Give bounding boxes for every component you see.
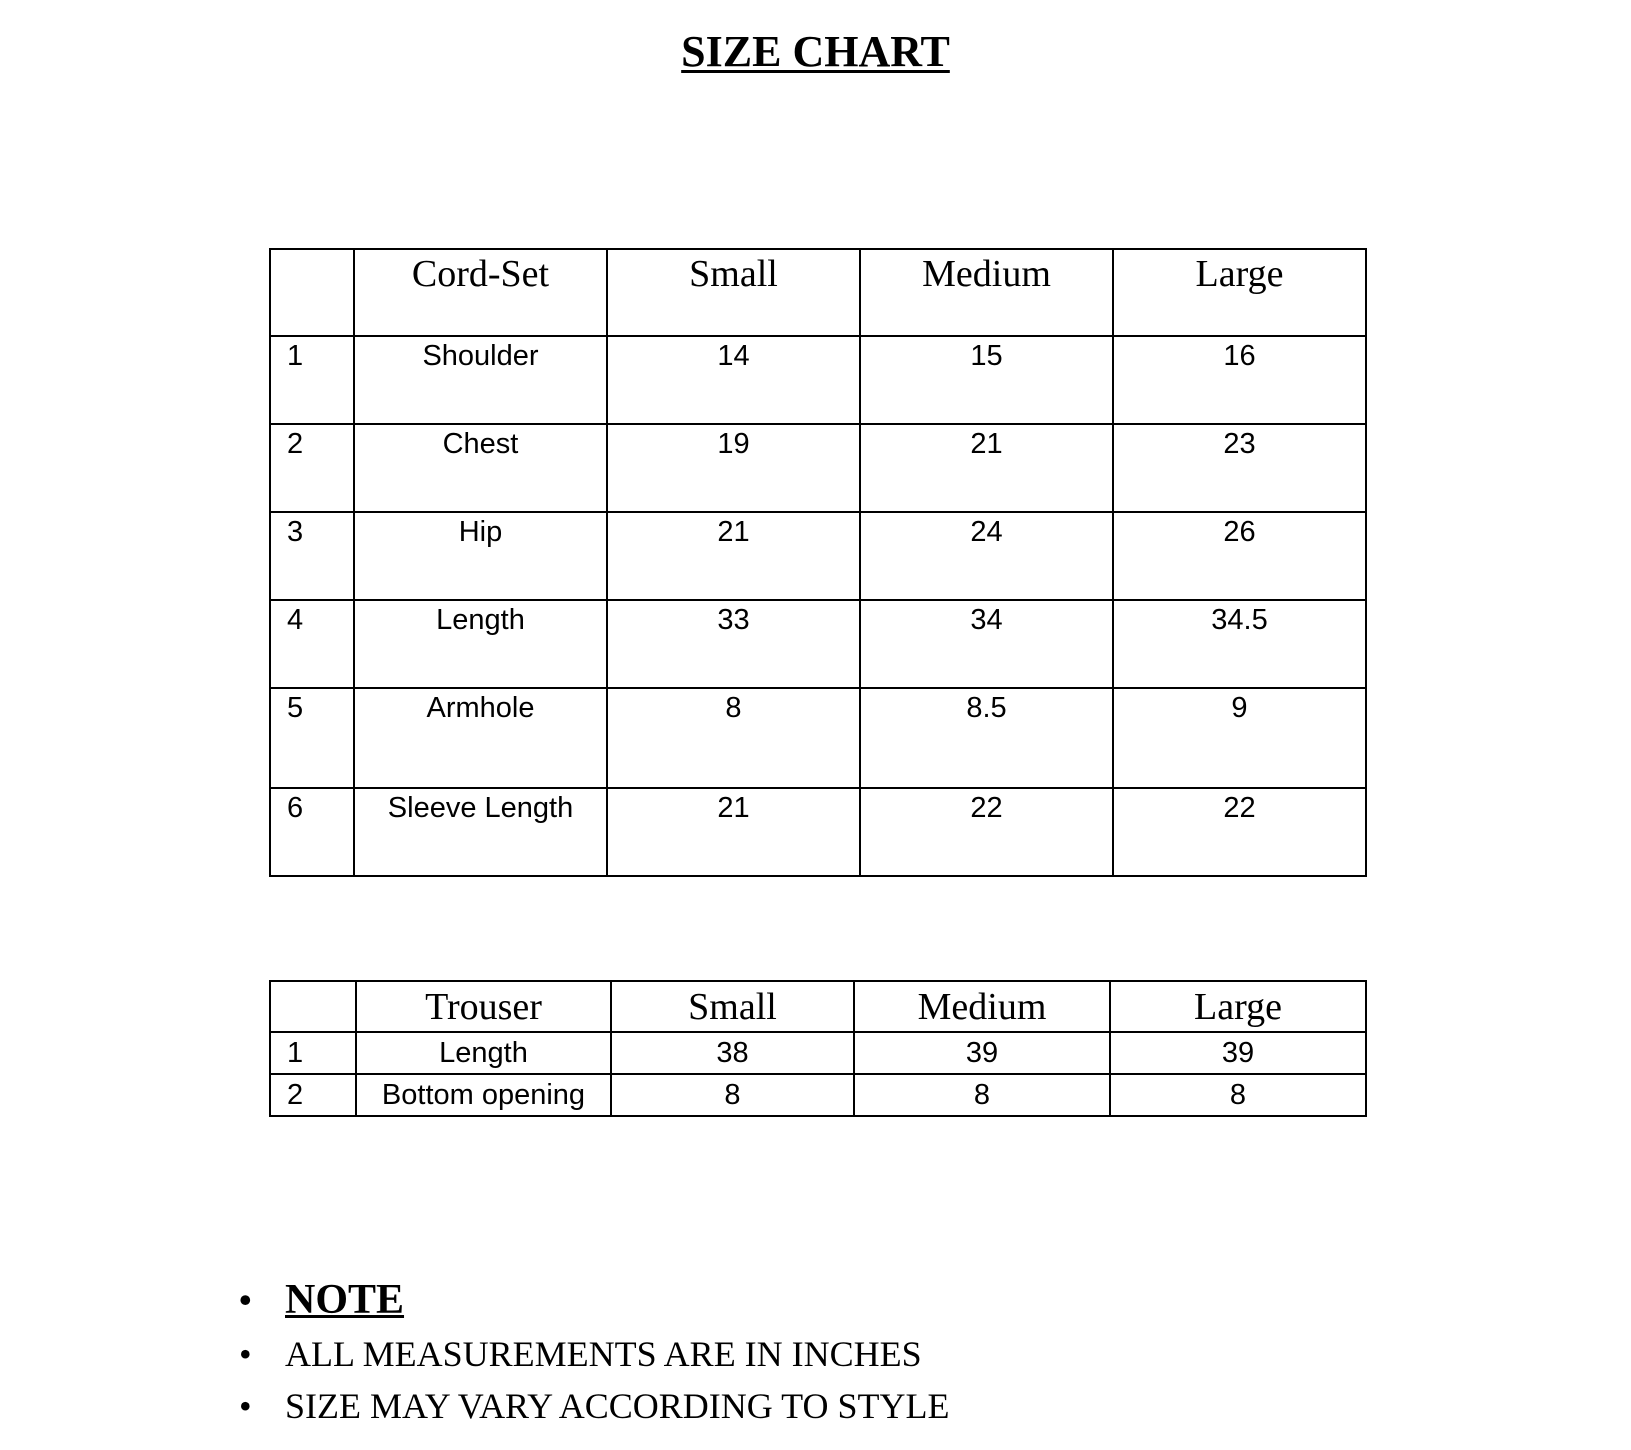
row-index: 4 bbox=[270, 600, 354, 688]
value-large: 16 bbox=[1113, 336, 1366, 424]
value-large: 39 bbox=[1110, 1032, 1366, 1074]
value-medium: 8 bbox=[854, 1074, 1110, 1116]
measurement-name: Bottom opening bbox=[356, 1074, 611, 1116]
table-row bbox=[270, 512, 1366, 600]
value-small: 38 bbox=[611, 1032, 854, 1074]
table-row bbox=[270, 1074, 1366, 1116]
table-row bbox=[270, 1032, 1366, 1074]
value-small: 19 bbox=[607, 424, 860, 512]
value-large: 23 bbox=[1113, 424, 1366, 512]
notes-heading-item bbox=[233, 1272, 949, 1328]
notes-heading: NOTE bbox=[285, 1277, 405, 1323]
value-large: 26 bbox=[1113, 512, 1366, 600]
row-index: 5 bbox=[270, 688, 354, 788]
value-medium: 34 bbox=[860, 600, 1113, 688]
value-large: 8 bbox=[1110, 1074, 1366, 1116]
value-small: 33 bbox=[607, 600, 860, 688]
list-item bbox=[233, 1328, 949, 1380]
trouser-size-table bbox=[269, 980, 1367, 1117]
value-large: 22 bbox=[1113, 788, 1366, 876]
value-large: 9 bbox=[1113, 688, 1366, 788]
header-cell-small: Small bbox=[611, 981, 854, 1032]
value-small: 14 bbox=[607, 336, 860, 424]
header-cell-index bbox=[270, 981, 356, 1032]
cord-set-size-table bbox=[269, 248, 1367, 877]
measurement-name: Length bbox=[356, 1032, 611, 1074]
measurement-name: Chest bbox=[354, 424, 607, 512]
table-header-row bbox=[270, 981, 1366, 1032]
bullet-icon: • bbox=[239, 1334, 252, 1374]
header-cell-cord-set: Cord-Set bbox=[354, 249, 607, 336]
notes-list bbox=[233, 1272, 949, 1432]
header-cell-large: Large bbox=[1110, 981, 1366, 1032]
header-cell-index bbox=[270, 249, 354, 336]
value-small: 8 bbox=[611, 1074, 854, 1116]
row-index: 1 bbox=[270, 336, 354, 424]
table-header-row bbox=[270, 249, 1366, 336]
table-row bbox=[270, 788, 1366, 876]
table-row bbox=[270, 600, 1366, 688]
value-medium: 39 bbox=[854, 1032, 1110, 1074]
note-text: ALL MEASUREMENTS ARE IN INCHES bbox=[285, 1334, 922, 1374]
measurement-name: Length bbox=[354, 600, 607, 688]
list-item bbox=[233, 1380, 949, 1432]
value-small: 8 bbox=[607, 688, 860, 788]
value-small: 21 bbox=[607, 512, 860, 600]
measurement-name: Hip bbox=[354, 512, 607, 600]
measurement-name: Sleeve Length bbox=[354, 788, 607, 876]
value-medium: 22 bbox=[860, 788, 1113, 876]
header-cell-small: Small bbox=[607, 249, 860, 336]
measurement-name: Shoulder bbox=[354, 336, 607, 424]
table-row bbox=[270, 424, 1366, 512]
table-row bbox=[270, 336, 1366, 424]
row-index: 2 bbox=[270, 1074, 356, 1116]
value-small: 21 bbox=[607, 788, 860, 876]
note-text: SIZE MAY VARY ACCORDING TO STYLE bbox=[285, 1386, 950, 1426]
value-medium: 15 bbox=[860, 336, 1113, 424]
row-index: 3 bbox=[270, 512, 354, 600]
header-cell-medium: Medium bbox=[860, 249, 1113, 336]
page-title: SIZE CHART bbox=[681, 27, 950, 76]
header-cell-large: Large bbox=[1113, 249, 1366, 336]
measurement-name: Armhole bbox=[354, 688, 607, 788]
value-medium: 21 bbox=[860, 424, 1113, 512]
table-row bbox=[270, 688, 1366, 788]
header-cell-trouser: Trouser bbox=[356, 981, 611, 1032]
header-cell-medium: Medium bbox=[854, 981, 1110, 1032]
bullet-icon: • bbox=[239, 1280, 252, 1320]
bullet-icon: • bbox=[239, 1386, 252, 1426]
value-large: 34.5 bbox=[1113, 600, 1366, 688]
row-index: 2 bbox=[270, 424, 354, 512]
row-index: 1 bbox=[270, 1032, 356, 1074]
value-medium: 24 bbox=[860, 512, 1113, 600]
row-index: 6 bbox=[270, 788, 354, 876]
value-medium: 8.5 bbox=[860, 688, 1113, 788]
